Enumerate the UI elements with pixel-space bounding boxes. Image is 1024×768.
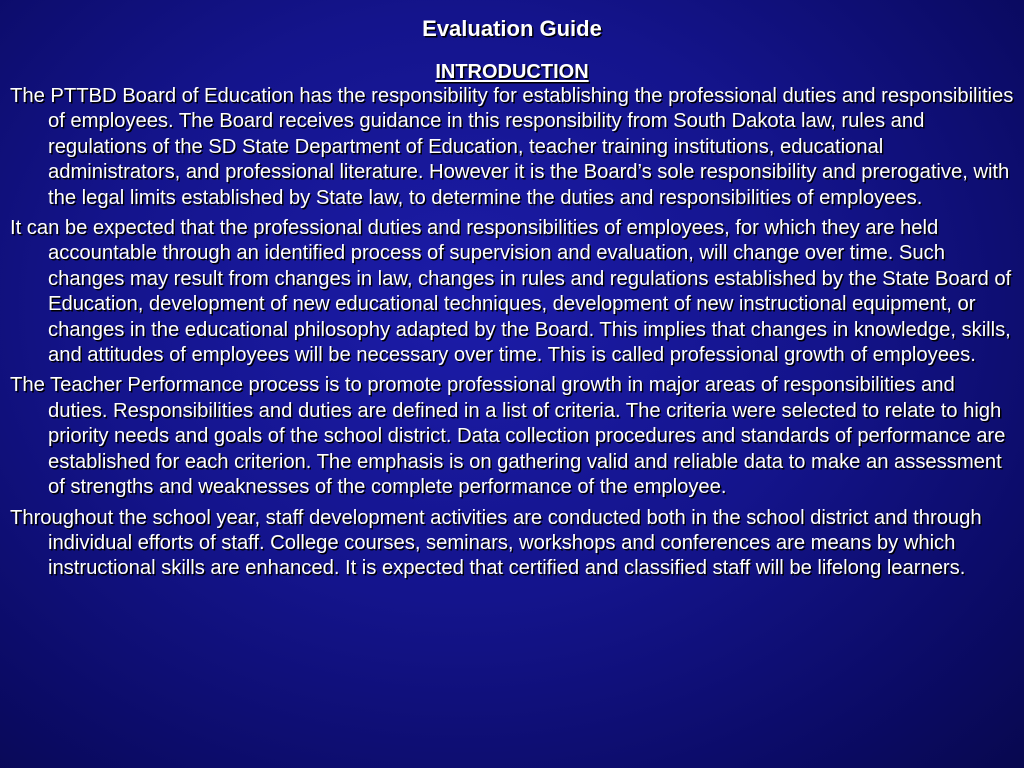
section-heading: INTRODUCTION xyxy=(435,61,589,83)
paragraph-board-responsibility: The PTTBD Board of Education has the responsibility for establishing the professional duties and responsibilities of employees. The Board receives guidance in this responsibility from South Dakota law, rules and regulations of the SD State Department of Education, teacher training institutions, educational administrators, and professional literature. However it is the Board’s sole responsibility and prerogative, with the legal limits established by State law, to determine the duties and responsibilities of employees. xyxy=(10,85,1014,209)
paragraph-change-over-time: It can be expected that the professional duties and responsibilities of employees, for which they are held accountable through an identified process of supervision and evaluation, will change over time. Such changes may result from changes in law, changes in rules and regulations established by the State Board of Education, development of new educational techniques, development of new instructional equipment, or changes in the educational philosophy adapted by the Board. This implies that changes in knowledge, skills, and attitudes of employees will be necessary over time. This is called professional growth of employees. xyxy=(10,217,1012,367)
paragraph-teacher-performance: The Teacher Performance process is to promote professional growth in major areas of responsibilities and duties. Responsibilities and duties are defined in a list of criteria. The criteria were selected to relate to high priority needs and goals of the school district. Data collection procedures and standards of performance are established for each criterion. The emphasis is on gathering valid and reliable data to make an assessment of strengths and weaknesses of the complete performance of the employee. xyxy=(10,374,1006,499)
paragraph-staff-development: Throughout the school year, staff development activities are conducted both in the school district and through individual efforts of staff. College courses, seminars, workshops and conferences are means by which instructional skills are enhanced. It is expected that certified and classified staff will be lifelong learners. xyxy=(10,506,982,580)
slide-body xyxy=(10,84,1014,582)
slide-title: Evaluation Guide xyxy=(422,16,602,41)
